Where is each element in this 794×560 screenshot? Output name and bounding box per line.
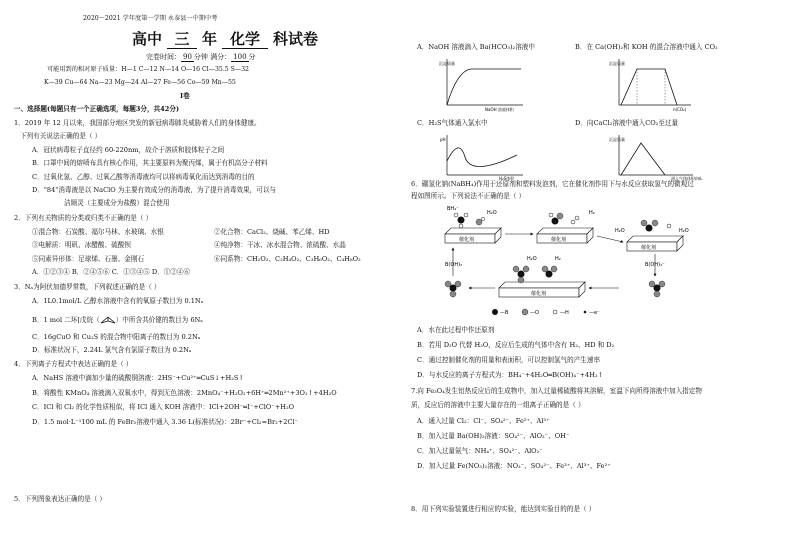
q2-item-4: ④纯净物：干冰、冰水混合物、浓硫酸、水晶 xyxy=(214,241,346,249)
q7-option-b: B．加入过量 Ba(OH)₂溶液：SO₄²⁻、AlO₂⁻、OH⁻ xyxy=(417,432,570,440)
q5-graph-a-ylabel: 沉淀质量 xyxy=(439,61,455,66)
q4-stem: 4．下列离子方程式中表达正确的是（ ） xyxy=(14,360,133,368)
q5-graph-c-xlabel: H₂S体积 xyxy=(499,176,515,181)
q5-graph-c-label: C．H₂S气体通入氯水中 xyxy=(417,119,488,127)
q5-graph-b-label: B．在 Ca(OH)₂和 KOH 的混合溶液中通入 CO₂ xyxy=(575,43,718,51)
q3-option-a: A．1L0.1mol/L 乙醇水溶液中含有的氧原子数目为 0.1Nₐ xyxy=(32,297,204,305)
svg-text:—O: —O xyxy=(530,310,539,316)
q5-graph-a xyxy=(437,55,527,113)
q1-option-b: B．口罩中间的熔喷布具有核心作用，其主要原料为聚丙烯，属于有机高分子材料 xyxy=(32,159,268,167)
title-part-grade: 高中 xyxy=(132,30,163,48)
svg-text:—H: —H xyxy=(560,310,569,316)
q3-option-d: D．标准状况下，2.24L 氯气含有氯原子数目为 0.2Nₐ xyxy=(32,346,192,354)
svg-text:—B: —B xyxy=(500,310,509,316)
q5-graph-d xyxy=(607,131,717,181)
catalyst-slab-1 xyxy=(445,228,501,243)
q2-item-6: ⑥同系物：CH₂O₂、C₂H₄O₂、C₃H₆O₂、C₄H₈O₂ xyxy=(214,255,361,263)
q5-graph-d-label: D．向CaCl₂溶液中通入CO₂至过量 xyxy=(575,119,679,127)
svg-text:H₂: H₂ xyxy=(555,256,561,262)
q6-reaction-diagram xyxy=(439,202,709,320)
svg-text:B(OH)₃: B(OH)₃ xyxy=(445,262,463,268)
q7-option-c: C．加入过量氨气：NH₄⁺、SO₄²⁻、AlO₂⁻ xyxy=(417,447,543,455)
q4-option-d: D．1.5 mol·L⁻¹100 mL 的 FeBr₂溶液中通入 3.36 L(标准状况)：2Br⁻+Cl₂=Br₂+2Cl⁻ xyxy=(32,418,299,426)
bicyclopentane-structure-icon xyxy=(100,315,116,325)
q7-option-a: A．通入过量 Cl₂：Cl⁻、SO₄²⁻、Fe²⁺、Al³⁺ xyxy=(417,417,550,425)
q5-graph-b-xlabel: n(CO₂) xyxy=(673,107,687,112)
svg-text:催化剂: 催化剂 xyxy=(641,245,657,251)
svg-text:B(OH)₄⁻: B(OH)₄⁻ xyxy=(645,262,665,268)
q2-item-2: ②化合物：CaCl₂、烧碱、苯乙烯、HD xyxy=(214,228,330,236)
svg-text:H₂O: H₂O xyxy=(679,228,689,234)
time-line: 完卷时间： 90 分钟 满分： 100 分 xyxy=(146,53,256,61)
q7-stem2: 质，反应后的溶液中主要大量存在的一组离子正确的是（ ） xyxy=(411,401,585,409)
score-value: 100 xyxy=(233,53,247,61)
q6-stem: 6．硼氢化钠(NaBH₄)作用于还原剂和塑料发泡剂，它在催化剂作用下与水反应获取氢气的微观过 xyxy=(411,180,694,188)
q3-option-c: C．16gCuO 和 Cu₂S 的混合物中阳离子的数目为 0.2Nₐ xyxy=(32,333,201,341)
svg-text:催化剂: 催化剂 xyxy=(551,237,567,243)
catalyst-slab-2 xyxy=(537,228,593,243)
q2-item-3: ③电解质：明矾、冰醋酸、硫酸钡 xyxy=(32,241,131,249)
svg-text:H₂O: H₂O xyxy=(527,256,537,262)
diagram-legend xyxy=(492,309,600,316)
q4-option-b: B．将酸性 KMnO₄ 溶液滴入双氧水中，得到无色溶液：2MnO₄⁻+H₂O₂+6H⁺═2Mn²⁺+3O₂↑+4H₂O xyxy=(32,389,337,397)
q5-graph-a-xlabel: NaOH 溶液体积 xyxy=(485,107,514,112)
q1-stem2: 下列有关说法正确的是（ ） xyxy=(20,132,102,140)
atomic-masses-line1: 可能用到的相对原子质量：H—1 C—12 N—14 O—16 Cl—35.5 S—32 xyxy=(47,66,249,73)
q4-option-c: C．ICl 和 Cl₂ 的化学性质相似，将 ICl 通入 KOH 溶液中：ICl+2OH⁻═I⁻+ClO⁻+H₂O xyxy=(32,403,295,411)
q5-graph-c-ylabel: pH xyxy=(440,137,446,142)
q7-stem: 7.向 Fe₃O₄发生铝热反应后的生成物中，加入过量稀硫酸将其溶解，室温下向所得溶液中加入指定物 xyxy=(411,387,702,395)
q5-graph-a-label: A．NaOH 溶液滴入 Ba(HCO₃)₂溶液中 xyxy=(417,43,535,51)
svg-text:H₂O: H₂O xyxy=(487,210,497,216)
atomic-masses-line2: K—39 Cu—64 Na—23 Mg—24 Al—27 Fe—56 Co—59 Mn—55 xyxy=(44,79,236,86)
q4-option-a: A．NaHS 溶液中滴加少量的硫酸铜溶液：2HS⁻+Cu²⁺═CuS↓+H₂S↑ xyxy=(32,374,244,382)
q6-option-d: D．与水反应的离子方程式为：BH₄⁻+4H₂O═B(OH)₄⁻+4H₂↑ xyxy=(417,371,604,379)
section1-title: 一、选择题(每题只有一个正确选项，每题3分，共42分) xyxy=(14,105,180,113)
q3-stem: 3．Nₐ为阿伏加德罗常数，下列叙述正确的是（ ） xyxy=(14,283,161,291)
svg-text:BH₄⁻: BH₄⁻ xyxy=(447,206,459,212)
q3-option-b: B．1 mol 二环[戊烷（ ）中所含共价键的数目为 6Nₐ xyxy=(32,316,203,324)
school-line: 2020～2021 学年度第一学期 永泰县一中期中考 xyxy=(83,15,218,22)
catalyst-slab-3 xyxy=(627,236,683,251)
volume-label: I卷 xyxy=(180,92,190,100)
catalyst-slab-4 xyxy=(499,282,585,297)
svg-text:催化剂: 催化剂 xyxy=(459,237,475,243)
q2-item-5: ⑤同素异形体：足球烯、石墨、金刚石 xyxy=(32,255,145,263)
title-part-subject: 化学 xyxy=(222,30,268,49)
title-part-year: 年 xyxy=(202,30,218,48)
svg-text:催化剂: 催化剂 xyxy=(531,291,547,297)
q6-stem2: 程如图所示。下列说法不正确的是（ ） xyxy=(411,192,526,200)
molecule-cluster-3 xyxy=(641,220,671,232)
svg-text:—e⁻: —e⁻ xyxy=(589,310,600,316)
q6-option-b: B．若用 D₂O 代替 H₂O，反应后生成的气体中含有 H₂、HD 和 D₂ xyxy=(417,341,615,349)
molecule-cluster-1 xyxy=(454,213,485,228)
exam-title xyxy=(132,30,318,49)
q5-graph-d-ylabel: 沉淀质量 xyxy=(609,137,625,142)
q6-option-a: A．水在此过程中作还原剂 xyxy=(417,326,495,334)
molecule-cluster-4 xyxy=(513,266,557,283)
q6-option-c: C．通过控制催化剂的用量和表面积，可以控制氢气的产生速率 xyxy=(417,356,601,364)
svg-text:H₂: H₂ xyxy=(589,210,595,216)
q1-stem: 1．2019 年 12 月以来，我国部分地区突发的新冠病毒肺炎威胁着人们的身体健康。 xyxy=(14,119,261,127)
time-value: 90 xyxy=(183,53,192,61)
q1-option-a: A．冠状病毒粒子直径约 60-220nm，故介于溶质和胶体粒子之间 xyxy=(32,146,225,154)
q1-option-d-cont: 洁厕灵（主要成分为盐酸）混合使用 xyxy=(64,199,170,207)
q1-option-d: D．"84"消毒液是以 NaClO 为主要有效成分的消毒液，为了提升消毒效果，可以与 xyxy=(32,186,277,194)
q5-graph-b xyxy=(607,55,695,113)
q7-option-d: D．加入过量 Fe(NO₃)₂溶液：NO₃⁻、SO₄²⁻、Fe³⁺、Al³⁺、Fe²⁺ xyxy=(417,462,611,470)
q5-stem: 5．下列图象表达正确的是（ ） xyxy=(14,495,107,503)
q5-graph-b-ylabel: 沉淀质量 xyxy=(609,61,625,66)
molecule-cluster-2 xyxy=(549,213,579,225)
q5-graph-c xyxy=(437,131,527,181)
title-part-year-num: 三 xyxy=(167,30,197,49)
title-part-suffix: 科试卷 xyxy=(273,30,319,48)
q2-stem: 2．下列有关物质的分类或归类不正确的是（ ） xyxy=(14,214,153,222)
q8-stem: 8．用下列实验装置进行相应的实验，能达到实验目的的是（ ） xyxy=(411,505,596,513)
q1-option-c: C．过氧化氢、乙醇、过氧乙酸等消毒液均可以将病毒氧化而达到消毒的目的 xyxy=(32,173,255,181)
q2-item-1: ①混合物：石炭酸、福尔马林、水玻璃、水银 xyxy=(32,228,164,236)
svg-text:H₂O: H₂O xyxy=(615,228,625,234)
q5-graph-d-xlabel: 通入气体体积/mL xyxy=(671,176,703,181)
q2-options: A．①②③④ B．②④⑤⑥ C．①③④⑤ D．①②④⑥ xyxy=(32,268,191,276)
